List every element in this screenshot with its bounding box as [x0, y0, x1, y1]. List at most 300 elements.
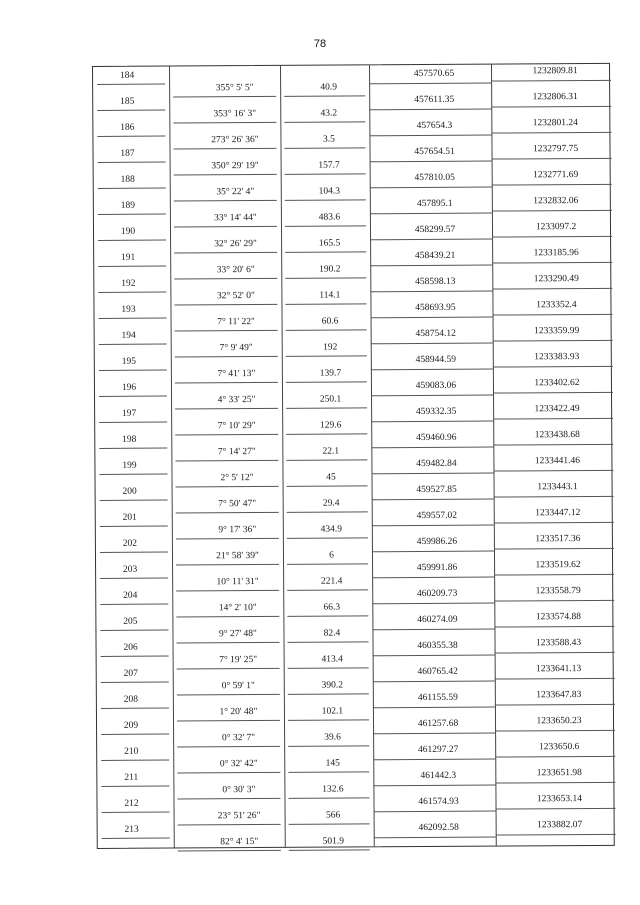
- northing-value: 1233402.62: [534, 378, 580, 389]
- northing-value: 1233290.49: [533, 274, 579, 285]
- row-divider: [372, 603, 494, 605]
- row-divider: [98, 214, 166, 215]
- row-divider: [178, 850, 281, 852]
- point-number: 205: [123, 616, 138, 627]
- bearing-value: 0° 59' 1": [221, 681, 255, 692]
- row-divider: [369, 83, 491, 85]
- point-number: 211: [124, 772, 139, 783]
- distance-value: 43.2: [320, 108, 338, 119]
- point-number: 204: [123, 590, 138, 601]
- easting-value: 459991.86: [416, 562, 458, 574]
- bearing-value: 7° 50' 47": [218, 499, 257, 510]
- row-divider: [495, 652, 615, 654]
- northing-value: 1233517.36: [535, 534, 581, 545]
- row-divider: [372, 577, 494, 579]
- row-divider: [99, 318, 167, 319]
- point-number: 195: [121, 356, 136, 367]
- bearing-value: 14° 2' 10": [218, 603, 257, 614]
- row-divider: [102, 838, 170, 839]
- easting-value: 459460.96: [416, 432, 457, 444]
- row-divider: [492, 158, 612, 160]
- point-number: 208: [123, 694, 139, 705]
- row-divider: [178, 824, 281, 826]
- row-divider: [286, 407, 367, 408]
- row-divider: [176, 538, 279, 540]
- bearing-value: 0° 32' 42": [219, 759, 258, 770]
- distance-value: 501.9: [322, 836, 344, 847]
- row-divider: [372, 525, 494, 527]
- row-divider: [97, 136, 165, 137]
- row-divider: [175, 408, 278, 410]
- row-divider: [100, 500, 168, 501]
- row-divider: [495, 678, 615, 680]
- distance-value: 434.9: [320, 524, 343, 535]
- distance-value: 157.7: [318, 160, 340, 171]
- row-divider: [496, 808, 616, 810]
- row-divider: [372, 499, 494, 501]
- row-divider: [492, 210, 612, 212]
- row-divider: [98, 266, 166, 267]
- row-divider: [287, 615, 368, 616]
- point-number: 189: [120, 200, 136, 211]
- distance-value: 39.6: [324, 732, 341, 743]
- bearing-value: 32° 26' 29": [214, 238, 257, 250]
- distance-value: 60.6: [321, 316, 339, 327]
- row-divider: [177, 720, 280, 722]
- bearing-value: 32° 52' 0": [216, 291, 255, 302]
- bearing-value: 33° 20' 6": [216, 265, 255, 276]
- row-divider: [99, 344, 167, 345]
- row-divider: [175, 382, 278, 384]
- point-number: 212: [124, 798, 139, 809]
- row-divider: [494, 600, 614, 602]
- point-number: 206: [123, 642, 138, 653]
- easting-value: 459083.06: [415, 380, 457, 392]
- row-divider: [284, 95, 365, 96]
- row-divider: [176, 512, 279, 514]
- row-divider: [287, 563, 368, 564]
- easting-value: 459986.26: [416, 536, 458, 548]
- row-divider: [373, 707, 495, 709]
- northing-value: 1233519.62: [535, 560, 581, 571]
- northing-value: 1233359.99: [534, 326, 580, 337]
- bearing-value: 9° 27' 48": [218, 629, 257, 640]
- point-number: 213: [124, 824, 139, 835]
- row-divider: [174, 252, 277, 254]
- row-divider: [99, 370, 167, 371]
- row-divider: [495, 756, 615, 758]
- easting-value: 458439.21: [414, 250, 456, 262]
- row-divider: [369, 135, 491, 137]
- row-divider: [98, 162, 166, 163]
- row-divider: [177, 642, 280, 644]
- bearing-value: 7° 14' 27": [217, 447, 256, 458]
- northing-value: 1233438.68: [534, 430, 580, 441]
- row-divider: [286, 459, 367, 460]
- point-number: 185: [120, 96, 135, 107]
- row-divider: [174, 226, 277, 228]
- distance-value: 82.4: [323, 628, 341, 639]
- easting-value: 460355.38: [417, 640, 458, 652]
- row-divider: [101, 734, 169, 735]
- northing-value: 1233641.13: [536, 664, 582, 675]
- row-divider: [175, 460, 278, 462]
- distance-value: 104.3: [318, 186, 340, 197]
- row-divider: [284, 121, 365, 122]
- row-divider: [374, 837, 496, 839]
- row-divider: [288, 745, 369, 746]
- row-divider: [494, 574, 614, 576]
- distance-value: 165.5: [318, 238, 341, 249]
- point-number: 184: [119, 70, 135, 81]
- row-divider: [494, 522, 614, 524]
- bearing-value: 7° 9' 49": [219, 343, 253, 354]
- row-divider: [493, 314, 613, 316]
- row-divider: [287, 511, 368, 512]
- bearing-value: 350° 29' 19": [211, 160, 259, 172]
- row-divider: [175, 356, 278, 358]
- point-number: 192: [121, 278, 136, 289]
- row-divider: [371, 317, 493, 319]
- row-divider: [286, 355, 367, 356]
- row-divider: [371, 473, 493, 475]
- row-divider: [285, 199, 366, 200]
- bearing-value: 9° 17' 36": [218, 525, 257, 536]
- bearing-value: 1° 20' 48": [219, 707, 258, 718]
- row-divider: [370, 187, 492, 189]
- easting-value: 461574.93: [418, 796, 459, 808]
- distance-value: 139.7: [319, 368, 342, 379]
- northing-value: 1233588.43: [535, 638, 582, 649]
- row-divider: [493, 392, 613, 394]
- row-divider: [371, 369, 493, 371]
- row-divider: [493, 444, 613, 446]
- northing-value: 1233352.4: [536, 300, 577, 311]
- row-divider: [99, 448, 167, 449]
- row-divider: [177, 668, 280, 670]
- distance-value: 390.2: [321, 680, 344, 691]
- row-divider: [373, 655, 495, 657]
- row-divider: [286, 329, 367, 330]
- easting-value: 459527.85: [416, 484, 457, 496]
- distance-value: 190.2: [319, 264, 341, 275]
- bearing-value: 7° 10' 29": [217, 421, 256, 432]
- row-divider: [101, 760, 169, 761]
- row-divider: [374, 811, 496, 813]
- bearing-value: 0° 32' 7": [222, 733, 256, 744]
- row-divider: [175, 330, 278, 332]
- bearing-value: 23° 51' 26": [217, 810, 261, 822]
- easting-value: 458754.12: [415, 328, 456, 340]
- bearing-value: 33° 14' 44": [214, 212, 257, 224]
- point-number: 203: [122, 564, 138, 575]
- point-number: 197: [121, 408, 137, 419]
- distance-value: 250.1: [319, 394, 342, 405]
- row-divider: [100, 604, 168, 605]
- easting-value: 458944.59: [415, 354, 457, 366]
- row-divider: [287, 589, 368, 590]
- northing-value: 1232801.24: [532, 118, 578, 129]
- row-divider: [494, 496, 614, 498]
- row-divider: [98, 292, 166, 293]
- northing-value: 1233422.49: [534, 404, 580, 415]
- row-divider: [101, 682, 169, 683]
- row-divider: [289, 849, 370, 850]
- row-divider: [370, 161, 492, 163]
- row-divider: [370, 291, 492, 293]
- bearing-value: 35° 22' 4": [216, 187, 255, 198]
- easting-value: 457654.51: [414, 146, 455, 158]
- row-divider: [492, 288, 612, 290]
- easting-value: 458598.13: [415, 276, 456, 288]
- row-divider: [492, 184, 612, 186]
- point-number: 186: [120, 122, 135, 133]
- point-number: 202: [122, 538, 138, 549]
- northing-value: 1233650.6: [538, 742, 580, 753]
- row-divider: [372, 629, 494, 631]
- row-divider: [102, 812, 170, 813]
- row-divider: [491, 80, 611, 82]
- northing-value: 1232771.69: [533, 170, 579, 181]
- northing-value: 1233574.88: [535, 612, 581, 623]
- distance-value: 102.1: [321, 706, 344, 717]
- row-divider: [101, 786, 169, 787]
- point-number: 194: [121, 330, 136, 341]
- row-divider: [493, 366, 613, 368]
- row-divider: [100, 552, 168, 553]
- northing-value: 1233647.83: [536, 690, 582, 701]
- point-number: 207: [123, 668, 138, 679]
- row-divider: [288, 693, 369, 694]
- northing-value: 1232809.81: [532, 66, 578, 77]
- row-divider: [174, 304, 277, 306]
- row-divider: [285, 173, 366, 174]
- northing-value: 1233651.98: [536, 768, 582, 779]
- row-divider: [101, 708, 169, 709]
- row-divider: [370, 265, 492, 267]
- row-divider: [99, 422, 167, 423]
- easting-value: 457810.05: [414, 172, 455, 184]
- northing-value: 1233882.07: [537, 820, 583, 831]
- row-divider: [288, 719, 369, 720]
- row-divider: [176, 486, 279, 488]
- bearing-value: 273° 26' 36": [211, 134, 259, 146]
- distance-value: 221.4: [320, 576, 343, 587]
- row-divider: [371, 447, 493, 449]
- row-divider: [370, 239, 492, 241]
- row-divider: [492, 236, 612, 238]
- row-divider: [177, 798, 280, 800]
- row-divider: [97, 84, 165, 85]
- row-divider: [495, 704, 615, 706]
- distance-value: 29.4: [322, 498, 340, 509]
- bearing-value: 10° 11' 31": [216, 576, 259, 588]
- point-number: 196: [121, 382, 137, 393]
- column-divider: [169, 67, 175, 848]
- easting-value: 457654.3: [416, 120, 453, 132]
- row-divider: [373, 785, 495, 787]
- distance-value: 66.3: [323, 602, 341, 613]
- row-divider: [371, 421, 493, 423]
- row-divider: [100, 526, 168, 527]
- row-divider: [176, 564, 279, 566]
- easting-value: 461155.59: [417, 692, 458, 704]
- point-number: 209: [123, 720, 139, 731]
- row-divider: [177, 772, 280, 774]
- row-divider: [176, 590, 279, 592]
- row-divider: [285, 225, 366, 226]
- distance-value: 40.9: [320, 82, 337, 93]
- page-number: 78: [313, 38, 327, 50]
- distance-value: 132.6: [322, 784, 344, 795]
- point-number: 191: [121, 252, 136, 263]
- row-divider: [98, 240, 166, 241]
- row-divider: [287, 537, 368, 538]
- row-divider: [97, 110, 165, 111]
- bearing-value: 7° 41' 13": [217, 369, 256, 380]
- distance-value: 192: [323, 342, 338, 353]
- row-divider: [100, 630, 168, 631]
- row-divider: [99, 474, 167, 475]
- northing-value: 1233443.1: [537, 482, 578, 493]
- point-number: 201: [122, 512, 137, 523]
- bearing-value: 353° 16' 3": [213, 108, 257, 120]
- bearing-value: 4° 33' 25": [217, 395, 256, 406]
- row-divider: [286, 433, 367, 434]
- row-divider: [176, 616, 279, 618]
- distance-value: 114.1: [319, 290, 341, 301]
- easting-value: 459332.35: [415, 406, 457, 418]
- distance-value: 413.4: [321, 654, 343, 665]
- row-divider: [373, 681, 495, 683]
- northing-value: 1233447.12: [535, 508, 581, 519]
- easting-value: 461257.68: [417, 718, 459, 730]
- row-divider: [495, 782, 615, 784]
- northing-value: 1232832.06: [533, 196, 579, 207]
- row-divider: [288, 771, 369, 772]
- row-divider: [100, 578, 168, 579]
- northing-value: 1233185.96: [533, 248, 579, 259]
- bearing-value: 7° 11' 22": [217, 317, 255, 328]
- distance-value: 3.5: [322, 134, 335, 145]
- row-divider: [173, 122, 276, 124]
- row-divider: [370, 213, 492, 215]
- row-divider: [285, 277, 366, 278]
- point-number: 190: [120, 226, 136, 237]
- point-number: 193: [121, 304, 136, 315]
- distance-value: 483.6: [318, 212, 341, 223]
- northing-value: 1232797.75: [532, 144, 579, 155]
- row-divider: [174, 148, 277, 150]
- row-divider: [288, 797, 369, 798]
- row-divider: [175, 434, 278, 436]
- northing-value: 1233097.2: [535, 222, 577, 233]
- row-divider: [101, 656, 169, 657]
- northing-value: 1233441.46: [534, 456, 581, 467]
- row-divider: [493, 340, 613, 342]
- row-divider: [285, 251, 366, 252]
- row-divider: [492, 262, 612, 264]
- bearing-value: 7° 19' 25": [219, 655, 258, 666]
- easting-value: 457611.35: [414, 94, 455, 106]
- distance-value: 145: [325, 758, 340, 769]
- point-number: 188: [120, 174, 135, 185]
- northing-value: 1233383.93: [534, 352, 580, 363]
- row-divider: [287, 485, 368, 486]
- row-divider: [491, 132, 611, 134]
- easting-value: 461442.3: [420, 770, 457, 782]
- row-divider: [289, 823, 370, 824]
- easting-value: 459482.84: [416, 458, 457, 470]
- row-divider: [288, 641, 369, 642]
- bearing-value: 82° 4' 15": [220, 836, 259, 848]
- distance-value: 45: [326, 472, 336, 483]
- distance-value: 566: [325, 810, 341, 821]
- row-divider: [177, 694, 280, 696]
- row-divider: [174, 174, 277, 176]
- easting-value: 460274.09: [417, 614, 458, 626]
- distance-value: 22.1: [322, 446, 340, 457]
- row-divider: [286, 381, 367, 382]
- row-divider: [373, 733, 495, 735]
- easting-value: 460209.73: [417, 588, 458, 600]
- point-number: 198: [122, 434, 137, 445]
- northing-value: 1233653.14: [536, 794, 583, 805]
- row-divider: [495, 730, 615, 732]
- row-divider: [98, 188, 166, 189]
- northing-value: 1233558.79: [535, 586, 581, 597]
- row-divider: [372, 551, 494, 553]
- distance-value: 6: [329, 550, 334, 561]
- easting-value: 458693.95: [415, 302, 456, 314]
- row-divider: [493, 470, 613, 472]
- point-number: 199: [122, 460, 137, 471]
- point-number: 187: [120, 148, 135, 159]
- bearing-value: 21° 58' 39": [216, 550, 259, 562]
- northing-value: 1233650.23: [536, 716, 582, 727]
- row-divider: [174, 200, 277, 202]
- row-divider: [373, 759, 495, 761]
- point-number: 200: [122, 486, 137, 497]
- easting-value: 459557.02: [416, 510, 457, 522]
- row-divider: [369, 109, 491, 111]
- easting-value: 460765.42: [417, 666, 458, 678]
- row-divider: [285, 147, 366, 148]
- easting-value: 462092.58: [418, 822, 459, 834]
- northing-value: 1232806.31: [532, 92, 578, 103]
- row-divider: [493, 418, 613, 420]
- row-divider: [285, 303, 366, 304]
- row-divider: [173, 96, 276, 98]
- row-divider: [371, 395, 493, 397]
- row-divider: [174, 278, 277, 280]
- row-divider: [371, 343, 493, 345]
- point-number: 210: [124, 746, 139, 757]
- row-divider: [494, 626, 614, 628]
- row-divider: [99, 396, 167, 397]
- bearing-value: 0° 30' 3": [222, 785, 256, 796]
- distance-value: 129.6: [319, 420, 342, 431]
- row-divider: [491, 106, 611, 108]
- row-divider: [288, 667, 369, 668]
- survey-coordinate-table: [92, 63, 615, 849]
- bearing-value: 2° 5' 12": [220, 473, 254, 484]
- row-divider: [177, 746, 280, 748]
- easting-value: 458299.57: [414, 224, 456, 236]
- row-divider: [496, 834, 616, 836]
- easting-value: 457570.65: [413, 68, 455, 80]
- bearing-value: 355° 5' 5": [215, 83, 254, 94]
